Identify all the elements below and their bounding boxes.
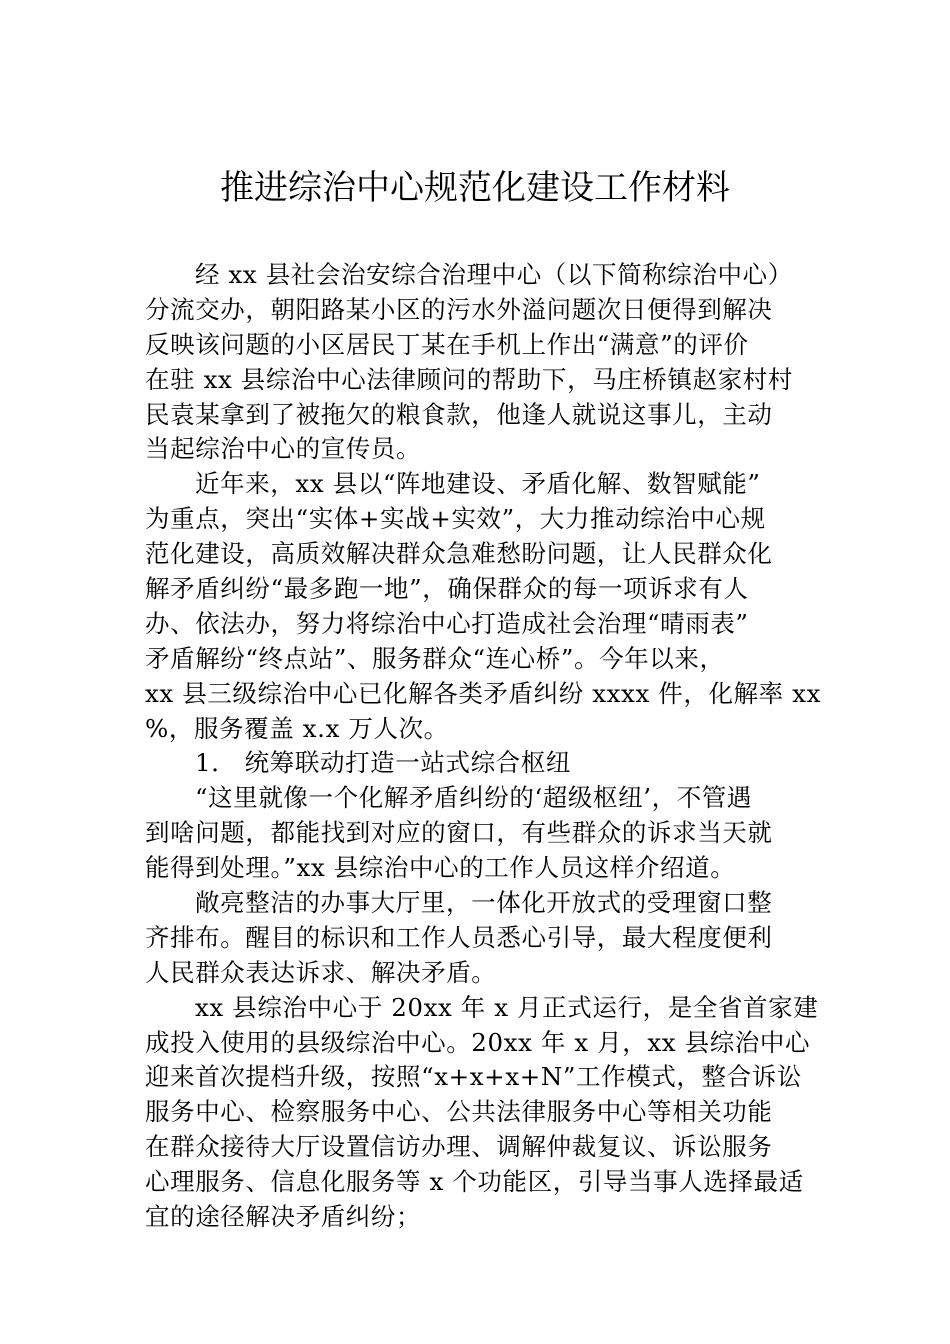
paragraph-line: 迎来首次提档升级，按照“x+x+x+N”工作模式，整合诉讼 xyxy=(145,1062,802,1092)
paragraph-line: 解矛盾纠纷“最多跑一地”，确保群众的每一项诉求有人 xyxy=(145,574,749,604)
paragraph-line: 民袁某拿到了被拖欠的粮食款，他逢人就说这事儿，主动 xyxy=(145,399,773,429)
paragraph-line: 范化建设，高质效解决群众急难愁盼问题，让人民群众化 xyxy=(145,539,773,569)
document-body xyxy=(145,258,821,1235)
paragraph-line: 成投入使用的县级综治中心。20xx 年 x 月，xx 县综治中心 xyxy=(145,1027,811,1057)
paragraph-line: 在驻 xx 县综治中心法律顾问的帮助下，马庄桥镇赵家村村 xyxy=(145,364,794,394)
paragraph-line: 宜的途径解决矛盾纠纷； xyxy=(145,1202,422,1232)
paragraph-line: 敞亮整洁的办事大厅里，一体化开放式的受理窗口整 xyxy=(195,888,773,918)
paragraph-line: 分流交办，朝阳路某小区的污水外溢问题次日便得到解决 xyxy=(145,294,773,324)
paragraph-line: 服务中心、检察服务中心、公共法律服务中心等相关功能 xyxy=(145,1097,773,1127)
paragraph-line: 反映该问题的小区居民丁某在手机上作出“满意”的评价 xyxy=(145,329,749,359)
paragraph-line: %，服务覆盖 x.x 万人次。 xyxy=(145,713,449,743)
paragraph-line: “这里就像一个化解矛盾纠纷的‘超级枢纽’，不管遇 xyxy=(195,783,752,813)
paragraph-line: xx 县三级综治中心已化解各类矛盾纠纷 xxxx 件，化解率 xx xyxy=(145,678,821,708)
section-heading: 1． 统筹联动打造一站式综合枢纽 xyxy=(195,748,571,778)
paragraph-line: 能得到处理。”xx 县综治中心的工作人员这样介绍道。 xyxy=(145,853,736,883)
paragraph-line: 为重点，突出“实体+实战+实效”，大力推动综治中心规 xyxy=(145,504,766,534)
paragraph-line: 人民群众表达诉求、解决矛盾。 xyxy=(145,957,497,987)
paragraph-line: xx 县综治中心于 20xx 年 x 月正式运行，是全省首家建 xyxy=(195,992,819,1022)
paragraph-line: 到啥问题，都能找到对应的窗口，有些群众的诉求当天就 xyxy=(145,818,773,848)
paragraph-line: 在群众接待大厅设置信访办理、调解仲裁复议、诉讼服务 xyxy=(145,1132,773,1162)
paragraph-line: 心理服务、信息化服务等 x 个功能区，引导当事人选择最适 xyxy=(145,1167,804,1197)
document-title: 推进综治中心规范化建设工作材料 xyxy=(220,168,730,208)
paragraph-line: 矛盾解纷“终点站”、服务群众“连心桥”。今年以来， xyxy=(145,643,725,673)
paragraph-line: 经 xx 县社会治安综合治理中心（以下简称综治中心） xyxy=(195,260,793,289)
paragraph-line: 齐排布。醒目的标识和工作人员悉心引导，最大程度便利 xyxy=(145,922,773,952)
paragraph-line: 办、依法办，努力将综治中心打造成社会治理“晴雨表” xyxy=(145,608,749,638)
paragraph-line: 近年来，xx 县以“阵地建设、矛盾化解、数智赋能” xyxy=(195,469,761,499)
paragraph-line: 当起综治中心的宣传员。 xyxy=(145,434,422,464)
